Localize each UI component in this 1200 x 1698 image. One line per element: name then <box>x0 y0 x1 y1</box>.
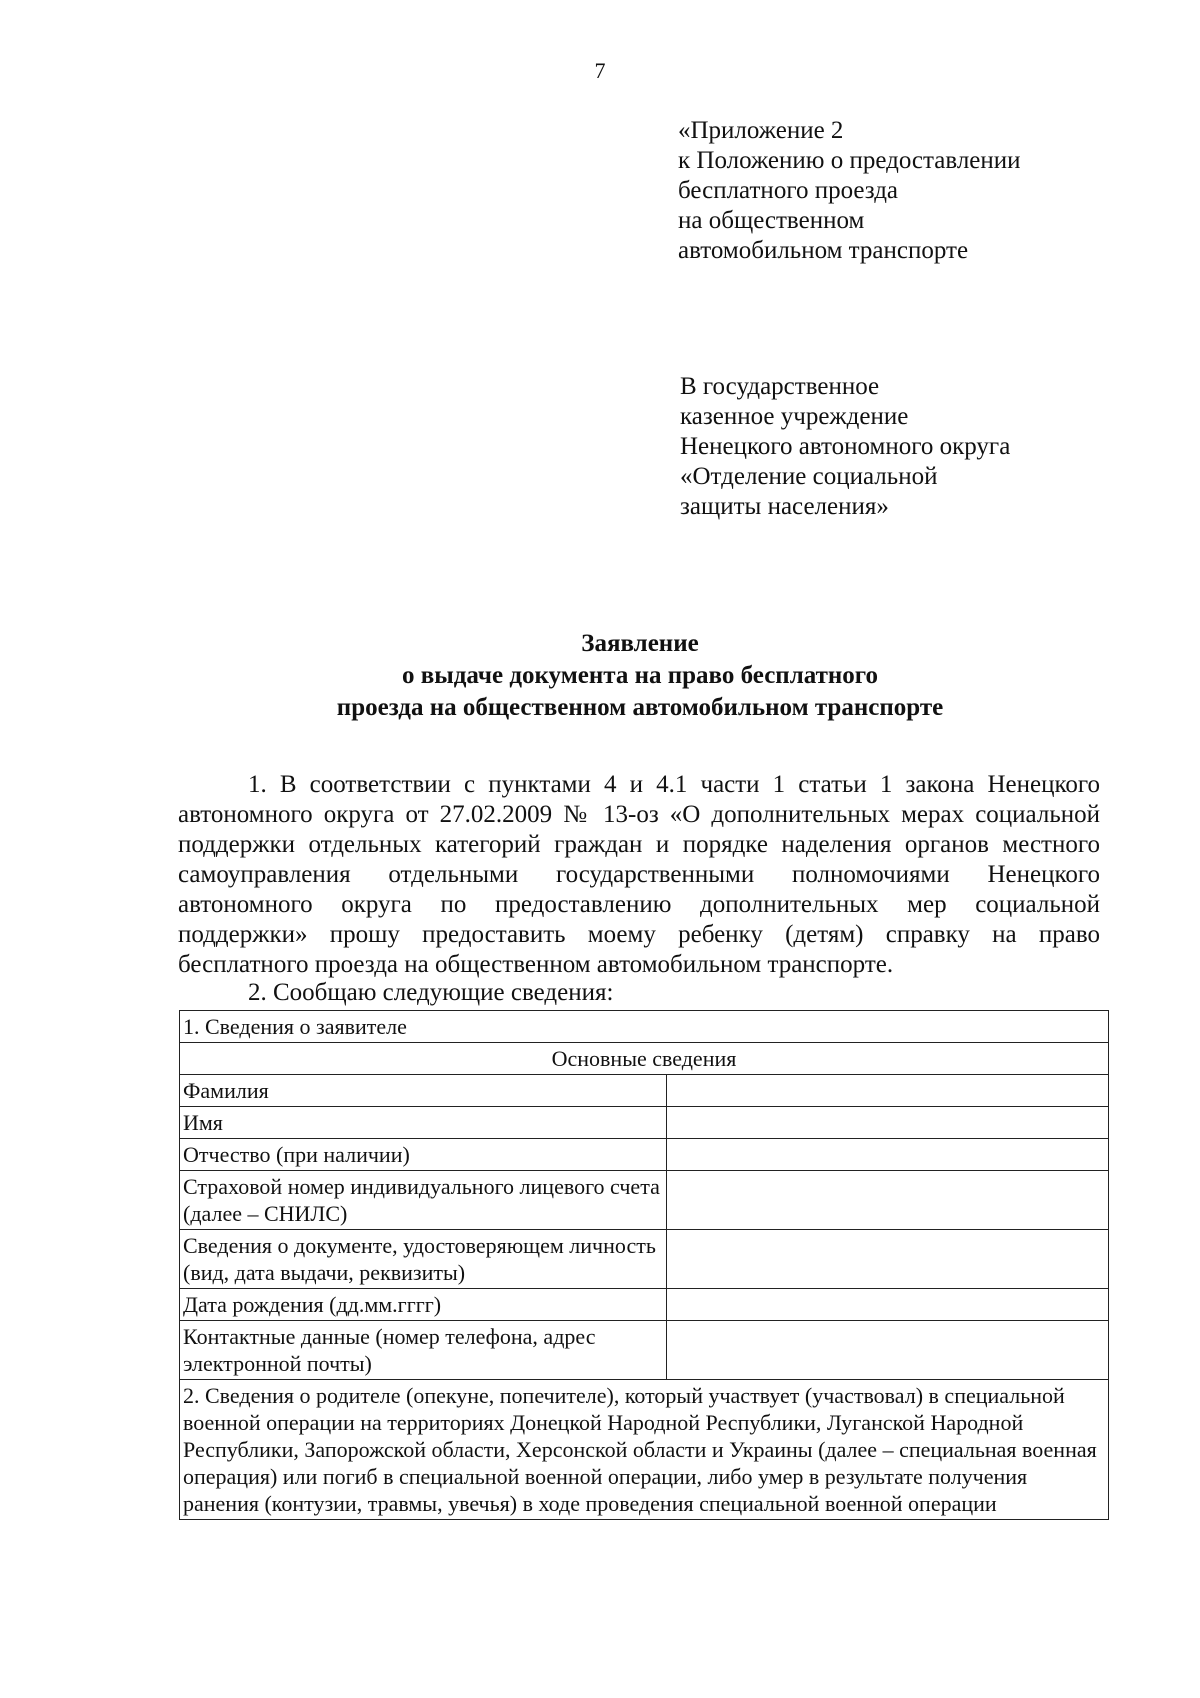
field-label-surname: Фамилия <box>180 1075 667 1107</box>
field-label-contacts: Контактные данные (номер телефона, адрес электронной почты) <box>180 1321 667 1380</box>
field-label-id-document: Сведения о документе, удостоверяющем личность (вид, дата выдачи, реквизиты) <box>180 1230 667 1289</box>
paragraph-2: 2. Сообщаю следующие сведения: <box>248 979 614 1006</box>
table-row <box>180 1043 1109 1075</box>
title-line: Заявление <box>581 630 699 657</box>
request-paragraph <box>178 770 1100 980</box>
field-value-birth-date[interactable] <box>667 1289 1109 1321</box>
addressee-line: Ненецкого автономного округа <box>680 433 1011 460</box>
table-row <box>180 1139 1109 1171</box>
document-title <box>180 628 1100 724</box>
table-row <box>180 1321 1109 1380</box>
annex-heading <box>678 116 1098 266</box>
field-value-contacts[interactable] <box>667 1321 1109 1380</box>
section-applicant-header: 1. Сведения о заявителе <box>180 1011 1109 1043</box>
annex-line: «Приложение 2 <box>678 117 844 144</box>
applicant-info-table <box>179 1010 1109 1520</box>
field-label-name: Имя <box>180 1107 667 1139</box>
table-row <box>180 1107 1109 1139</box>
annex-line: автомобильном транспорте <box>678 237 969 264</box>
table-row <box>180 1230 1109 1289</box>
table-row <box>180 1011 1109 1043</box>
field-label-snils: Страховой номер индивидуального лицевого счета (далее – СНИЛС) <box>180 1171 667 1230</box>
title-line: проезда на общественном автомобильном транспорте <box>336 694 944 721</box>
field-value-name[interactable] <box>667 1107 1109 1139</box>
paragraph-1: 1. В соответствии с пунктами 4 и 4.1 части 1 статьи 1 закона Ненецкого автономного округа от 27.02.2009 № 13-оз «О дополнительных мерах социальной поддержки отдельных категорий граждан и порядке наделения органов местного самоуправления отдельными государственными полномочиями Ненецкого автономного округа по предоставлению дополнительных мер социальной поддержки» прошу предоставить моему ребенку (детям) справку на право бесплатного проезда на общественном автомобильном транспорте. <box>178 771 1100 978</box>
table-row <box>180 1380 1109 1520</box>
addressee-line: В государственное <box>680 373 880 400</box>
field-value-id-document[interactable] <box>667 1230 1109 1289</box>
field-value-patronymic[interactable] <box>667 1139 1109 1171</box>
annex-line: бесплатного проезда <box>678 177 899 204</box>
addressee-line: защиты населения» <box>680 493 889 520</box>
field-label-birth-date: Дата рождения (дд.мм.гггг) <box>180 1289 667 1321</box>
annex-line: к Положению о предоставлении <box>678 147 1021 174</box>
addressee-block <box>680 372 1100 522</box>
field-label-patronymic: Отчество (при наличии) <box>180 1139 667 1171</box>
table-row <box>180 1075 1109 1107</box>
basic-info-subheader: Основные сведения <box>180 1043 1109 1075</box>
addressee-line: казенное учреждение <box>680 403 909 430</box>
field-value-surname[interactable] <box>667 1075 1109 1107</box>
section-parent-header: 2. Сведения о родителе (опекуне, попечителе), который участвует (участвовал) в специальной военной операции на территориях Донецкой Народной Республики, Луганской Народной Республики, Запорожской области, Херсонской области и Украины (далее – специальная военная операция) или погиб в специальной военной операции, либо умер в результате получения ранения (контузии, травмы, увечья) в ходе проведения специальной военной операции <box>180 1380 1109 1520</box>
addressee-line: «Отделение социальной <box>680 463 938 490</box>
annex-line: на общественном <box>678 207 865 234</box>
table-row <box>180 1171 1109 1230</box>
title-line: о выдаче документа на право бесплатного <box>401 662 878 689</box>
page-number: 7 <box>594 58 606 83</box>
table-row <box>180 1289 1109 1321</box>
field-value-snils[interactable] <box>667 1171 1109 1230</box>
